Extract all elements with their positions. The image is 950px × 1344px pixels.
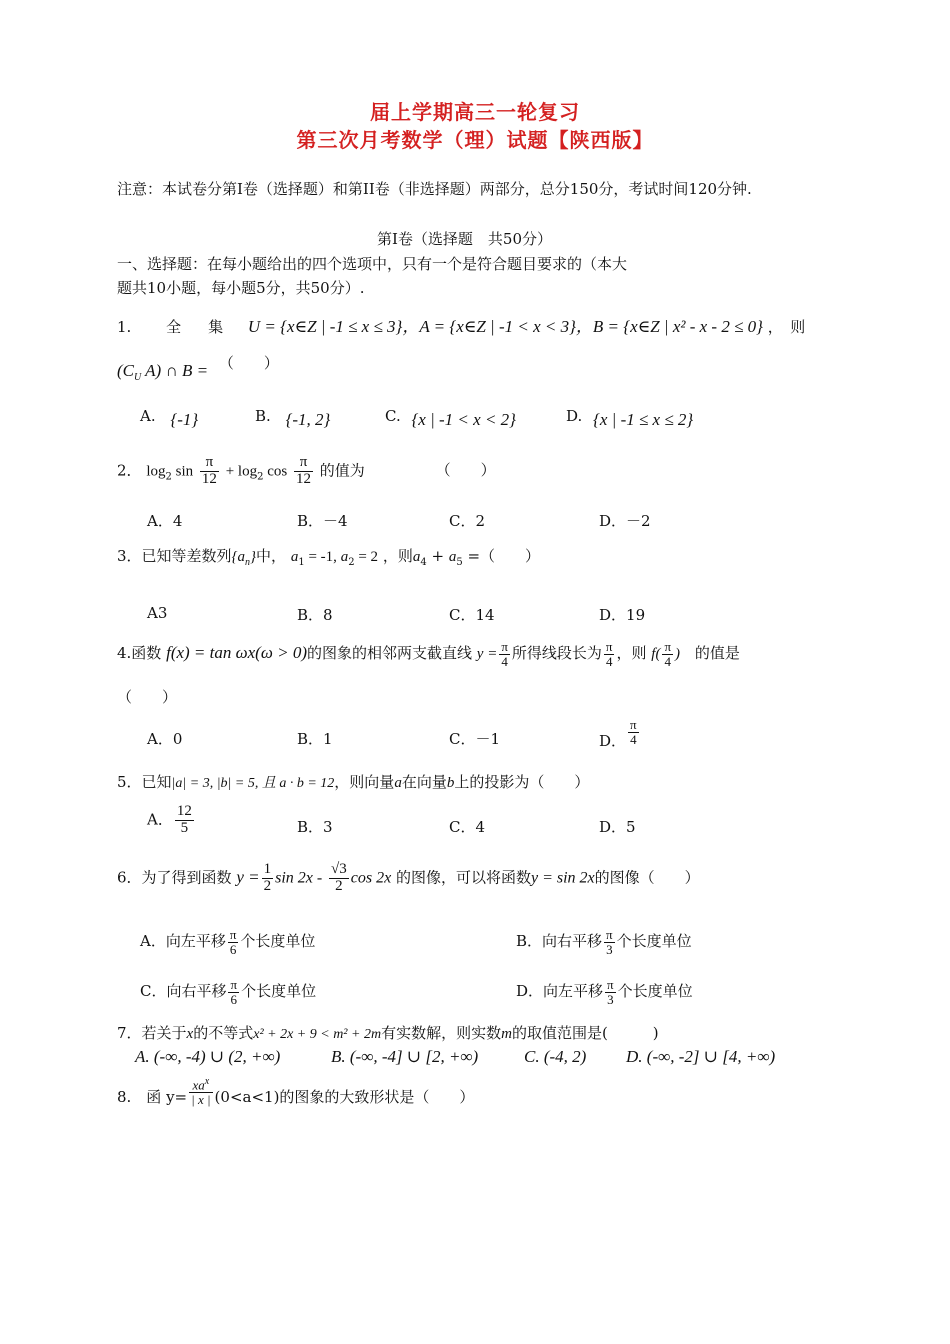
complement-subscript: U xyxy=(134,372,142,383)
option-c: C．向右平移 $\frac{\pi}{6}$ 个长度单位 xyxy=(140,977,317,1007)
answer-paren: （ ） xyxy=(218,354,279,372)
option-d: D. (-∞, -2] ∪ [4, +∞) xyxy=(626,1047,776,1066)
question-lead: 全 集 xyxy=(166,318,230,336)
option-d: D．向左平移 $\frac{\pi}{3}$ 个长度单位 xyxy=(516,977,693,1007)
option-b: B．1 xyxy=(297,730,333,748)
option-c: C. (-4, 2) xyxy=(524,1047,587,1066)
option-d: D. {x | -1 ≤ x ≤ 2} xyxy=(566,407,694,429)
question-6: 6．为了得到函数 y = $\frac{1}{2}$ sin 2x - $\frac{√3}{2}$ cos 2x 的图像，可以将函数y = sin 2x的图像（ ） xyxy=(117,861,700,894)
option-c: C．2 xyxy=(449,512,486,530)
option-b: B. {-1, 2} xyxy=(255,407,331,429)
instructions-line-1: 一、选择题：在每小题给出的四个选项中，只有一个是符合题目要求的（本大 xyxy=(117,255,628,273)
title-line-1: 届上学期高三一轮复习 xyxy=(370,100,580,124)
option-a: A. (-∞, -4) ∪ (2, +∞) xyxy=(135,1047,281,1066)
option-b: B．3 xyxy=(297,818,333,836)
option-a: A． $\frac{12}{5}$ xyxy=(147,803,192,836)
instructions-line-2: 题共10小题，每小题5分，共50分）. xyxy=(117,279,365,297)
question-tail: ， 则 xyxy=(767,318,806,336)
question-8: 8. 函 y= $\frac{xa^x}{| x |}$ (0<a<1)的图象的大致形状是（ ） xyxy=(117,1076,475,1107)
option-d: D．－2 xyxy=(599,512,651,530)
option-a: A．0 xyxy=(147,730,183,748)
question-number: 2． xyxy=(117,461,142,480)
option-a: A．4 xyxy=(147,512,183,530)
fraction-pi-12: $\frac{\pi}{12}$ xyxy=(201,454,217,487)
option-d: D．5 xyxy=(599,818,636,836)
question-1 xyxy=(117,312,805,337)
option-b: B．8 xyxy=(297,606,333,624)
option-c: C．4 xyxy=(449,818,486,836)
title-line-2: 第三次月考数学（理）试题【陕西版】 xyxy=(296,128,654,152)
section-heading: 第I卷（选择题 共50分） xyxy=(377,230,553,248)
option-c: C．－1 xyxy=(449,730,501,748)
fraction-pi-12: $\frac{\pi}{12}$ xyxy=(296,454,311,487)
question-1-line-2 xyxy=(117,354,279,383)
exam-notice: 注意：本试卷分第I卷（选择题）和第II卷（非选择题）两部分，总分150分，考试时间120分钟. xyxy=(117,180,752,198)
question-3: 3．已知等差数列$\{a_n\}$中， $a_1 = -1$, $a_2 = 2$ ，则$a_4 + a_5$ =（ ） xyxy=(117,547,541,568)
answer-paren: （ ） xyxy=(435,461,496,480)
question-4: 4.函数 f(x) = tan ωx(ω > 0)的图象的相邻两支截直线 y = $\frac{\pi}{4}$ 所得线段长为 $\frac{\pi}{4}$ ，则 f( $\frac{\pi}{4}$ ) 的值是 xyxy=(117,639,740,669)
answer-paren: （ ） xyxy=(117,688,178,706)
option-a: A3 xyxy=(147,604,168,622)
question-5: 5．已知|a| = 3, |b| = 5, 且 a · b = 12，则向量a在向量b上的投影为（ ） xyxy=(117,773,590,791)
question-7: 7．若关于x的不等式x² + 2x + 9 < m² + 2m有实数解，则实数m的取值范围是( ) xyxy=(117,1024,659,1042)
option-b: B．－4 xyxy=(297,512,348,530)
option-c: C. {x | -1 < x < 2} xyxy=(385,407,516,429)
set-definitions: U = {x∈Z | -1 ≤ x ≤ 3}，A = {x∈Z | -1 < x < 3}，B = {x∈Z | x² - x - 2 ≤ 0} xyxy=(247,317,763,336)
option-b: B．向右平移 $\frac{\pi}{3}$ 个长度单位 xyxy=(516,927,692,957)
option-a: A．向左平移 $\frac{\pi}{6}$ 个长度单位 xyxy=(140,927,316,957)
option-a: A. {-1} xyxy=(140,407,199,429)
question-2: 2． $\log_2 \sin$ $\frac{\pi}{12}$ + $\log_2 \cos$ $\frac{\pi}{12}$ 的值为 （ ） xyxy=(117,454,496,487)
option-c: C．14 xyxy=(449,606,495,624)
option-b: B. (-∞, -4] ∪ [2, +∞) xyxy=(331,1047,479,1066)
option-d: D．19 xyxy=(599,606,646,624)
complement-expr-open: (C xyxy=(117,361,134,380)
question-number: 1. xyxy=(117,318,132,336)
option-d: D． $\frac{\pi}{4}$ xyxy=(599,717,637,751)
complement-expr-rest: A) ∩ B = xyxy=(141,361,209,380)
